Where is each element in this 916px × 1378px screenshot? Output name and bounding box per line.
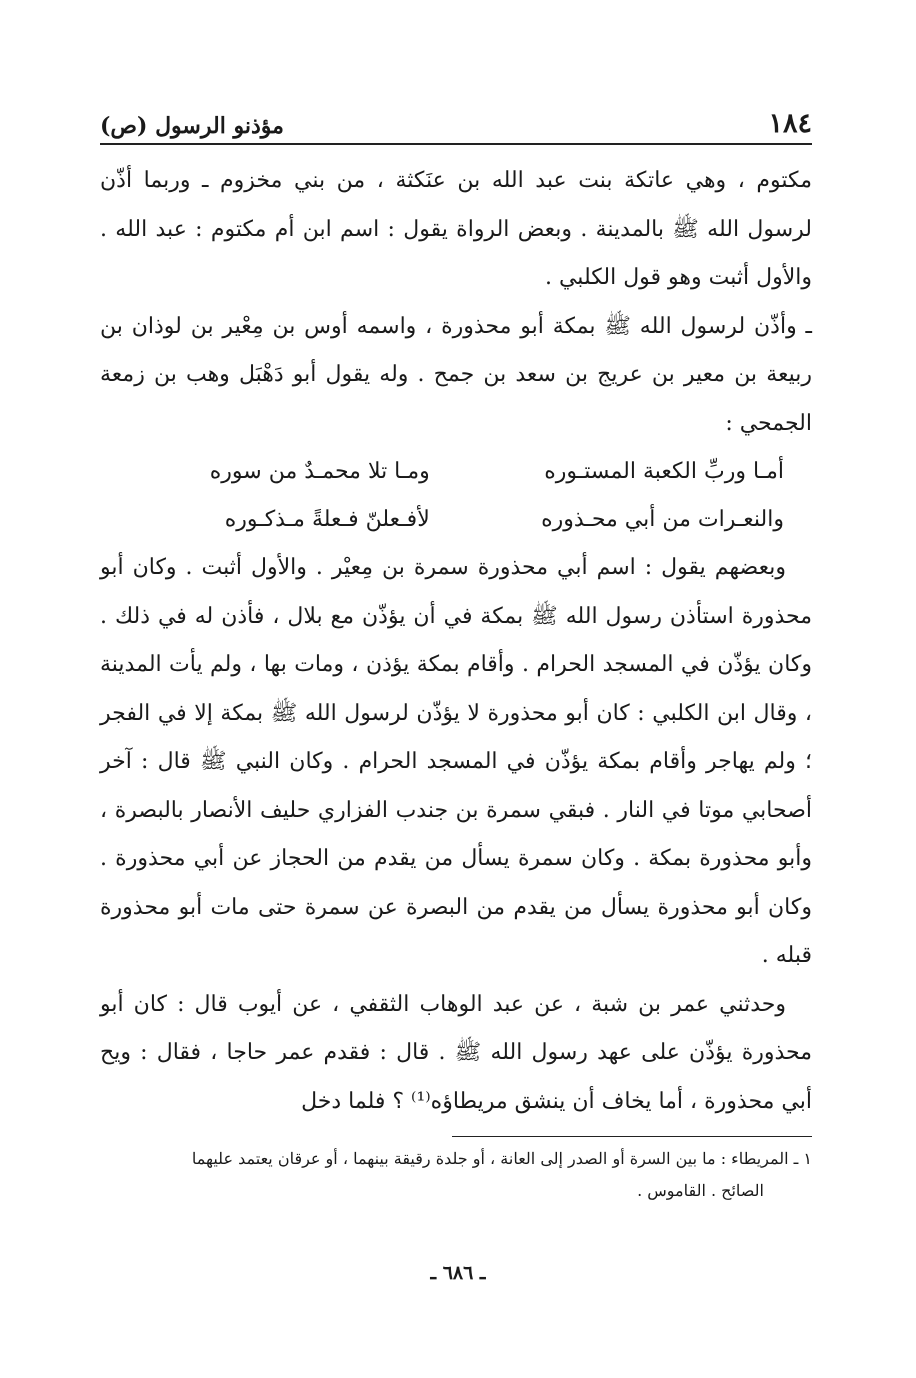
paragraph-samura: وبعضهم يقول : اسم أبي محذورة سمرة بن مِعيْر . والأول أثبت . وكان أبو محذورة استأذن رسول الله ﷺ بمكة في أن يؤذّن مع بلال ، فأذن له في ذلك . وكان يؤذّن في المسجد الحرام . وأقام بمكة يؤذن ، ومات بها ، ولم يأت المدينة ، وقال ابن الكلبي : كان أبو محذورة لا يؤذّن لرسول الله ﷺ بمكة إلا في الفجر ؛ ولم يهاجر وأقام بمكة يؤذّن في المسجد الحرام . وكان النبي ﷺ قال : آخر أصحابي موتا في النار . فبقي سمرة بن جندب الفزاري حليف الأنصار بالبصرة ، وأبو محذورة بمكة . وكان سمرة يسأل من يقدم من الحجاز عن أبي محذورة . وكان أبو محذورة يسأل من يقدم من البصرة عن سمرة حتى مات أبو محذورة قبله . xyxy=(100,555,812,968)
verse-line xyxy=(128,448,784,496)
running-header xyxy=(100,95,812,145)
verse-first-hemistich: أمـا وربِّ الكعبة المستـوره xyxy=(544,459,784,484)
folio-number: ـ ٦٨٦ ـ xyxy=(430,1262,486,1284)
footnote-divider xyxy=(452,1136,812,1137)
header-title: مؤذنو الرسول (ص) xyxy=(100,113,284,139)
footnote xyxy=(100,1143,812,1207)
verse-second-hemistich: لأفـعلنّ فـعلةً مـذكـوره xyxy=(224,507,430,532)
paragraph-umar-narration: وحدثني عمر بن شبة ، عن عبد الوهاب الثقفي ، عن أيوب قال : كان أبو محذورة يؤذّن على عهد رسول الله ﷺ . قال : فقدم عمر حاجا ، فقال : ويح أبي محذورة ، أما يخاف أن ينشق مريطاؤه⁽¹⁾ ؟ فلما دخل xyxy=(100,991,812,1114)
book-page xyxy=(100,95,812,1207)
verse-second-hemistich: ومـا تلا محمـدٌ من سوره xyxy=(209,459,430,484)
header-page-number: ١٨٤ xyxy=(768,108,812,139)
paragraph-abu-mahdhura: ـ وأذّن لرسول الله ﷺ بمكة أبو محذورة ، واسمه أوس بن مِعْير بن لوذان بن ربيعة بن معير بن عريج بن سعد بن جمح . وله يقول أبو دَهْبَل وهب بن زمعة الجمحي : xyxy=(100,313,812,436)
main-text xyxy=(100,157,812,1126)
footnote-line: الصائح . القاموس . xyxy=(637,1181,764,1200)
poem-verses xyxy=(100,448,812,544)
footnote-line: ١ ـ المريطاء : ما بين السرة أو الصدر إلى العانة ، أو جلدة رقيقة بينهما ، أو عرقان يعتمد عليهما xyxy=(191,1149,812,1168)
verse-line xyxy=(128,496,784,544)
verse-first-hemistich: والنعـرات من أبي محـذوره xyxy=(541,507,784,532)
paragraph-continuation: مكتوم ، وهي عاتكة بنت عبد الله بن عنَكثة ، من بني مخزوم ـ وربما أذّن لرسول الله ﷺ بالمدينة . وبعض الرواة يقول : اسم ابن أم مكتوم : عبد الله . والأول أثبت وهو قول الكلبي . xyxy=(100,168,812,290)
